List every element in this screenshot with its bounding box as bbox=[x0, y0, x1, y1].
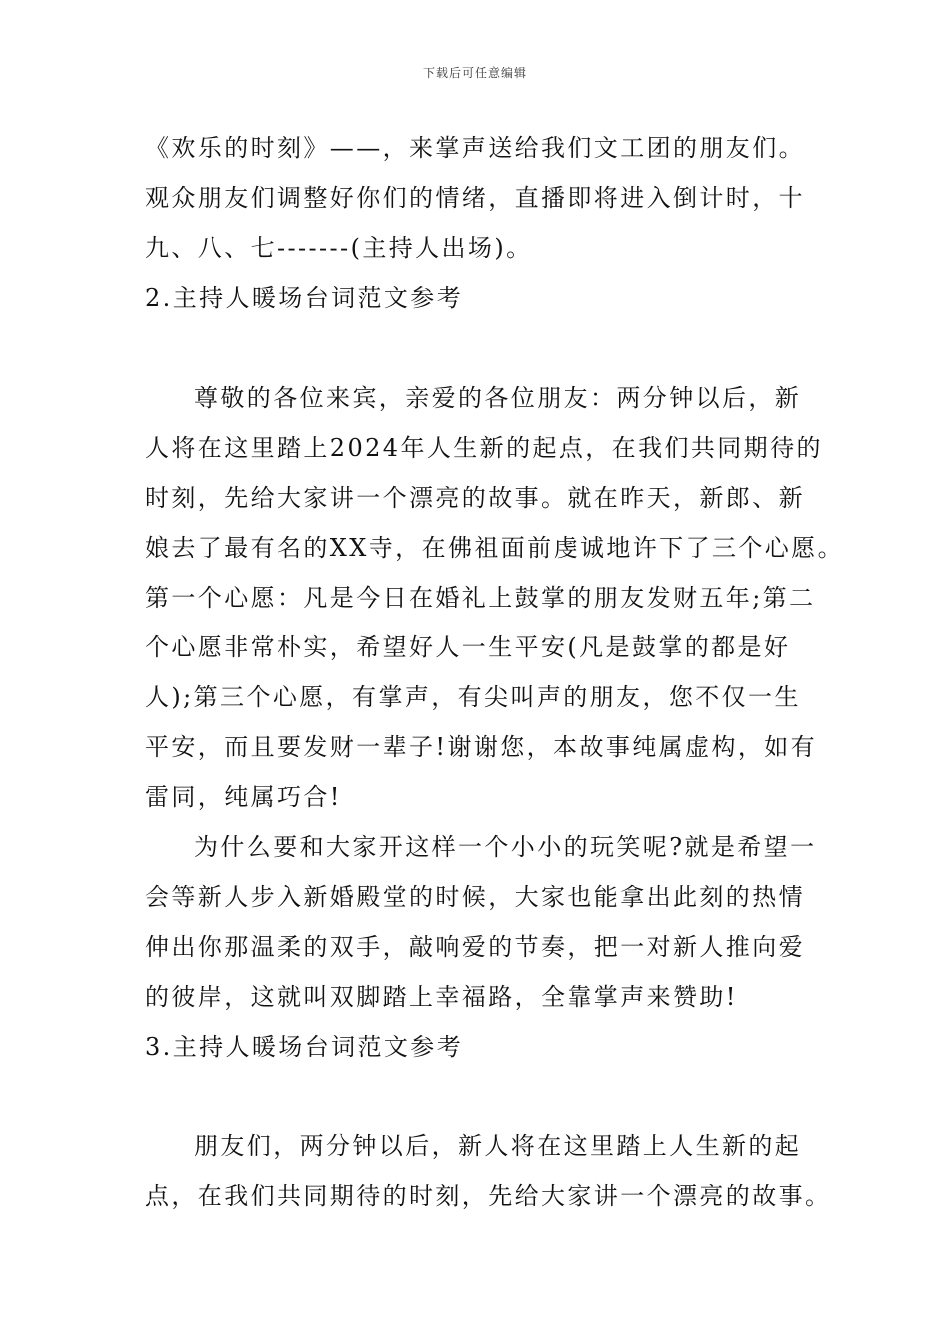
text-line: 人将在这里踏上2024年人生新的起点，在我们共同期待的 bbox=[145, 434, 823, 462]
paragraph-first-line: 朋友们，两分钟以后，新人将在这里踏上人生新的起 bbox=[194, 1132, 802, 1160]
text-line: 第一个心愿：凡是今日在婚礼上鼓掌的朋友发财五年;第二 bbox=[145, 584, 816, 612]
paragraph-first-line: 尊敬的各位来宾，亲爱的各位朋友：两分钟以后，新 bbox=[194, 384, 802, 412]
text-line: 人);第三个心愿，有掌声，有尖叫声的朋友，您不仅一生 bbox=[145, 683, 801, 711]
text-line: 娘去了最有名的XX寺，在佛祖面前虔诚地许下了三个心愿。 bbox=[145, 534, 844, 562]
page-header: 下载后可任意编辑 bbox=[422, 66, 527, 80]
text-line: 平安，而且要发财一辈子!谢谢您，本故事纯属虚构，如有 bbox=[145, 733, 818, 761]
section-heading: 3.主持人暖场台词范文参考 bbox=[145, 1033, 464, 1061]
text-line: 会等新人步入新婚殿堂的时候，大家也能拿出此刻的热情 bbox=[145, 883, 805, 911]
text-line: 点，在我们共同期待的时刻，先给大家讲一个漂亮的故事。 bbox=[145, 1182, 832, 1210]
text-line: 雷同，纯属巧合! bbox=[145, 783, 342, 811]
paragraph-first-line: 为什么要和大家开这样一个小小的玩笑呢?就是希望一 bbox=[194, 833, 817, 861]
text-line: 九、八、七-------(主持人出场)。 bbox=[145, 234, 533, 262]
text-line: 《欢乐的时刻》——，来掌声送给我们文工团的朋友们。 bbox=[145, 134, 805, 162]
text-line: 观众朋友们调整好你们的情绪，直播即将进入倒计时，十 bbox=[145, 184, 805, 212]
text-line: 时刻，先给大家讲一个漂亮的故事。就在昨天，新郎、新 bbox=[145, 484, 805, 512]
text-line: 伸出你那温柔的双手，敲响爱的节奏，把一对新人推向爱 bbox=[145, 933, 805, 961]
text-line: 个心愿非常朴实，希望好人一生平安(凡是鼓掌的都是好 bbox=[145, 633, 791, 661]
text-line: 的彼岸，这就叫双脚踏上幸福路，全靠掌声来赞助! bbox=[145, 983, 738, 1011]
section-heading: 2.主持人暖场台词范文参考 bbox=[145, 284, 464, 312]
